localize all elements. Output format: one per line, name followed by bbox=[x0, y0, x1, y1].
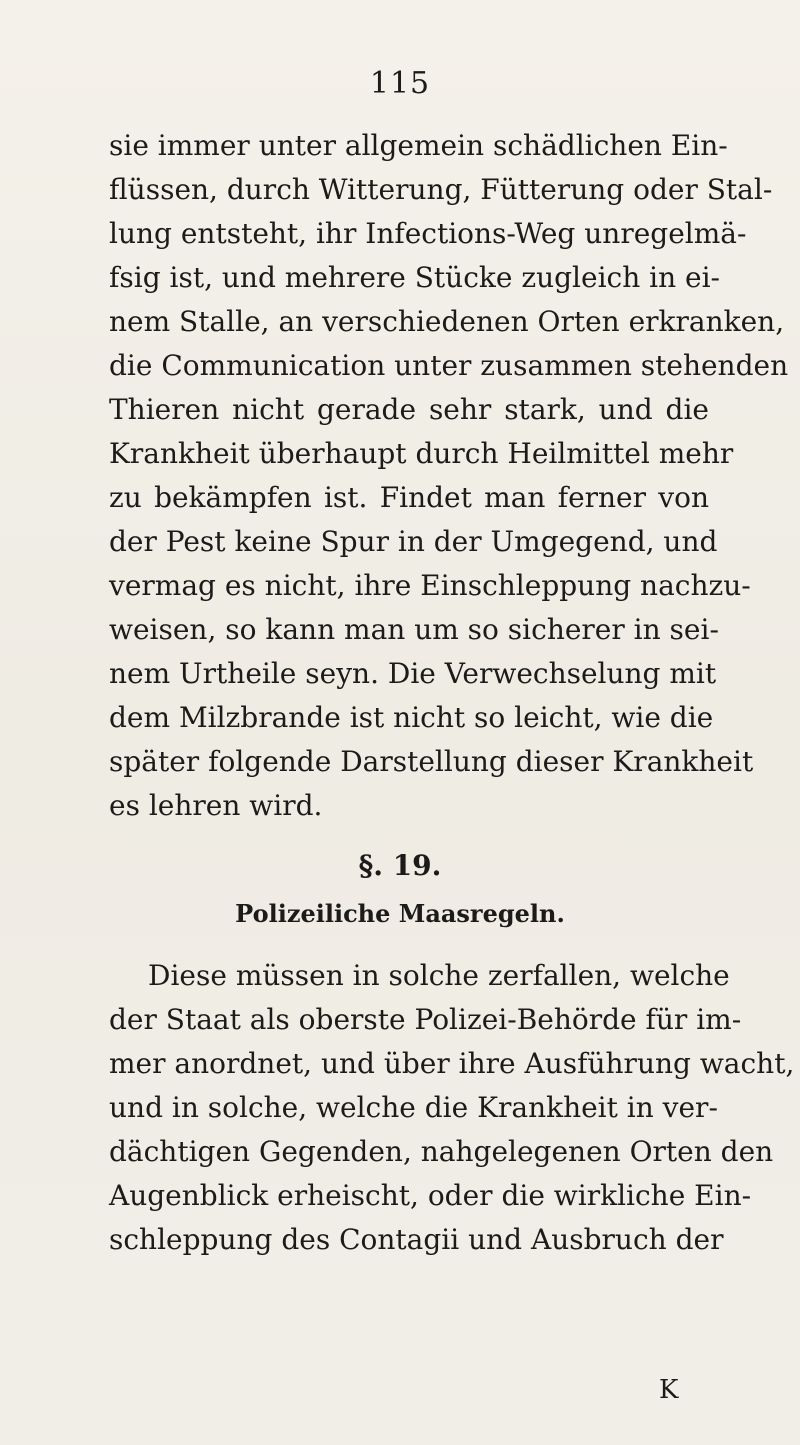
text-line: zu bekämpfen ist. Findet man ferner von bbox=[109, 481, 709, 514]
page-number: 115 bbox=[369, 66, 431, 101]
section-number: §. 19. bbox=[358, 849, 442, 882]
text-line: die Communication unter zusammen stehenden bbox=[109, 349, 789, 382]
text-line: Diese müssen in solche zerfallen, welche bbox=[148, 959, 730, 992]
text-line: weisen, so kann man um so sicherer in sei- bbox=[109, 613, 719, 646]
text-line: der Staat als oberste Polizei-Behörde für im- bbox=[109, 1003, 742, 1036]
text-line: fsig ist, und mehrere Stücke zugleich in ei- bbox=[109, 261, 721, 294]
text-line: und in solche, welche die Krankheit in ver- bbox=[109, 1091, 718, 1124]
text-line: Krankheit überhaupt durch Heilmittel mehr bbox=[109, 437, 734, 470]
section-title: Polizeiliche Maasregeln. bbox=[235, 899, 565, 928]
text-line: Augenblick erheischt, oder die wirkliche Ein- bbox=[109, 1179, 752, 1212]
text-line: später folgende Darstellung dieser Krankheit bbox=[109, 745, 754, 778]
text-line: sie immer unter allgemein schädlichen Ein- bbox=[109, 129, 728, 162]
text-line: vermag es nicht, ihre Einschleppung nachzu- bbox=[109, 569, 751, 602]
text-line: nem Stalle, an verschiedenen Orten erkranken, bbox=[109, 305, 785, 338]
catchword: K bbox=[659, 1375, 679, 1405]
text-line: dächtigen Gegenden, nahgelegenen Orten den bbox=[109, 1135, 774, 1168]
text-line: der Pest keine Spur in der Umgegend, und bbox=[109, 525, 718, 558]
text-line: es lehren wird. bbox=[109, 789, 323, 822]
text-line: nem Urtheile seyn. Die Verwechselung mit bbox=[109, 657, 717, 690]
text-line: dem Milzbrande ist nicht so leicht, wie die bbox=[109, 701, 714, 734]
text-line: lung entsteht, ihr Infections-Weg unregelmä- bbox=[109, 217, 747, 250]
text-line: Thieren nicht gerade sehr stark, und die bbox=[109, 393, 709, 426]
text-line: schleppung des Contagii und Ausbruch der bbox=[109, 1223, 724, 1256]
text-line: mer anordnet, und über ihre Ausführung wacht, bbox=[109, 1047, 795, 1080]
text-line: flüssen, durch Witterung, Fütterung oder Stal- bbox=[109, 173, 773, 206]
